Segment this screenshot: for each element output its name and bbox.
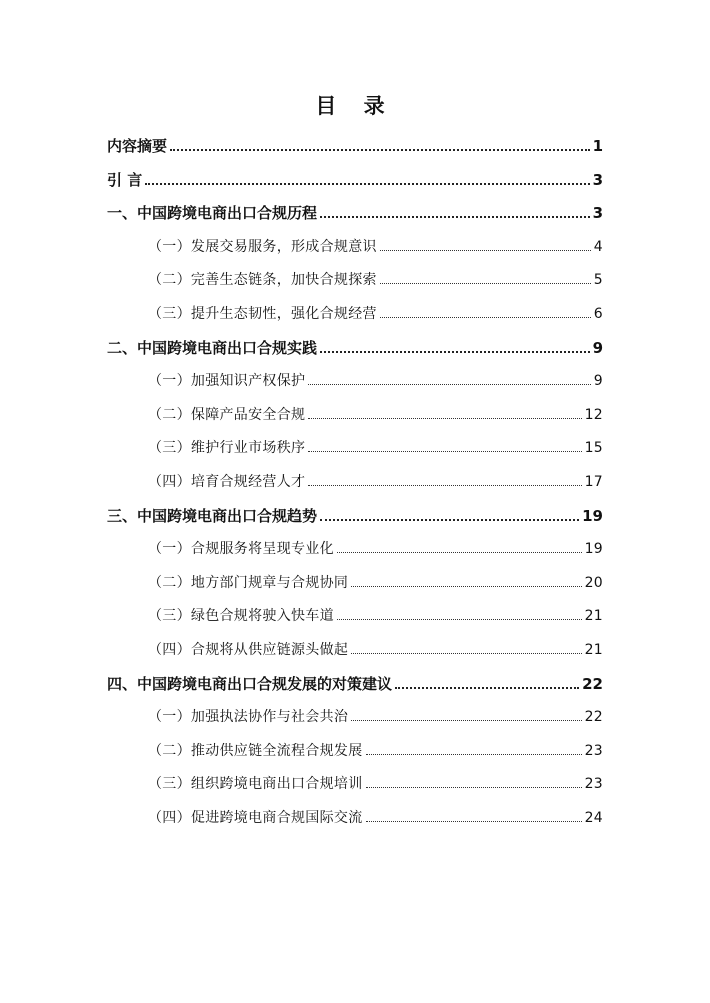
toc-entry-chapter-3[interactable] bbox=[107, 500, 603, 534]
toc-dot-leader bbox=[366, 774, 582, 788]
toc-entry-label: （二）地方部门规章与合规协同 bbox=[148, 574, 349, 591]
table-of-contents bbox=[107, 130, 603, 835]
toc-dot-leader bbox=[380, 237, 591, 251]
toc-entry-label: （三）组织跨境电商出口合规培训 bbox=[148, 776, 363, 793]
toc-entry-introduction[interactable] bbox=[107, 164, 603, 198]
toc-page-number: 22 bbox=[582, 674, 603, 693]
toc-dot-leader bbox=[395, 675, 579, 689]
toc-entry-section-2-4[interactable] bbox=[107, 466, 603, 500]
toc-page-number: 5 bbox=[593, 272, 603, 289]
toc-entry-section-3-4[interactable] bbox=[107, 634, 603, 668]
toc-entry-section-4-1[interactable] bbox=[107, 701, 603, 735]
toc-page-number: 20 bbox=[584, 574, 603, 591]
toc-dot-leader bbox=[337, 539, 582, 553]
toc-entry-label: （一）加强知识产权保护 bbox=[148, 373, 306, 390]
toc-dot-leader bbox=[320, 507, 579, 521]
toc-entry-label: （二）保障产品安全合规 bbox=[148, 406, 306, 423]
toc-entry-label: （四）合规将从供应链源头做起 bbox=[148, 641, 349, 658]
toc-page-number: 3 bbox=[592, 170, 603, 189]
toc-entry-section-3-2[interactable] bbox=[107, 567, 603, 601]
toc-page-number: 15 bbox=[584, 440, 603, 457]
toc-entry-section-3-1[interactable] bbox=[107, 533, 603, 567]
toc-dot-leader bbox=[145, 171, 589, 185]
toc-dot-leader bbox=[366, 741, 582, 755]
toc-entry-abstract[interactable] bbox=[107, 130, 603, 164]
toc-page-number: 21 bbox=[584, 641, 603, 658]
toc-entry-section-4-2[interactable] bbox=[107, 735, 603, 769]
toc-entry-section-4-4[interactable] bbox=[107, 802, 603, 836]
toc-dot-leader bbox=[351, 640, 581, 654]
toc-entry-section-1-3[interactable] bbox=[107, 298, 603, 332]
toc-entry-label: （四）促进跨境电商合规国际交流 bbox=[148, 809, 363, 826]
toc-entry-label: （一）加强执法协作与社会共治 bbox=[148, 709, 349, 726]
toc-entry-label: （一）发展交易服务，形成合规意识 bbox=[148, 238, 377, 255]
toc-dot-leader bbox=[308, 438, 581, 452]
toc-dot-leader bbox=[351, 707, 581, 721]
toc-page-number: 19 bbox=[584, 541, 603, 558]
toc-dot-leader bbox=[308, 371, 590, 385]
toc-page-number: 23 bbox=[584, 742, 603, 759]
toc-dot-leader bbox=[320, 339, 590, 353]
toc-page-number: 4 bbox=[593, 238, 603, 255]
toc-dot-leader bbox=[380, 270, 591, 284]
toc-page-number: 6 bbox=[593, 305, 603, 322]
toc-dot-leader bbox=[170, 137, 590, 151]
toc-entry-section-2-2[interactable] bbox=[107, 399, 603, 433]
toc-entry-section-1-2[interactable] bbox=[107, 264, 603, 298]
toc-entry-label: （二）推动供应链全流程合规发展 bbox=[148, 742, 363, 759]
toc-page-number: 19 bbox=[582, 506, 603, 525]
toc-entry-label: （三）维护行业市场秩序 bbox=[148, 440, 306, 457]
toc-entry-label: 三、中国跨境电商出口合规趋势 bbox=[107, 506, 318, 525]
toc-entry-section-2-3[interactable] bbox=[107, 432, 603, 466]
toc-entry-label: 引 言 bbox=[107, 170, 143, 189]
toc-page-number: 12 bbox=[584, 406, 603, 423]
toc-entry-label: 一、中国跨境电商出口合规历程 bbox=[107, 204, 318, 223]
toc-entry-section-4-3[interactable] bbox=[107, 768, 603, 802]
toc-page-number: 3 bbox=[592, 204, 603, 223]
toc-dot-leader bbox=[380, 304, 591, 318]
toc-entry-section-3-3[interactable] bbox=[107, 600, 603, 634]
toc-page-number: 24 bbox=[584, 809, 603, 826]
toc-entry-chapter-1[interactable] bbox=[107, 197, 603, 231]
toc-entry-label: （一）合规服务将呈现专业化 bbox=[148, 541, 334, 558]
toc-dot-leader bbox=[308, 405, 581, 419]
toc-page-number: 21 bbox=[584, 608, 603, 625]
toc-page-number: 1 bbox=[592, 137, 603, 155]
toc-page-number: 22 bbox=[584, 709, 603, 726]
toc-dot-leader bbox=[337, 606, 582, 620]
toc-dot-leader bbox=[366, 808, 582, 822]
toc-page-number: 9 bbox=[593, 373, 603, 390]
toc-dot-leader bbox=[351, 573, 581, 587]
toc-entry-label: 内容摘要 bbox=[107, 137, 168, 155]
toc-entry-label: （三）提升生态韧性，强化合规经营 bbox=[148, 305, 377, 322]
toc-entry-chapter-2[interactable] bbox=[107, 332, 603, 366]
toc-entry-label: （四）培育合规经营人才 bbox=[148, 473, 306, 490]
toc-page-number: 23 bbox=[584, 776, 603, 793]
toc-entry-label: 四、中国跨境电商出口合规发展的对策建议 bbox=[107, 674, 393, 693]
toc-entry-label: （三）绿色合规将驶入快车道 bbox=[148, 608, 334, 625]
toc-title: 目 录 bbox=[315, 94, 395, 118]
toc-entry-section-1-1[interactable] bbox=[107, 231, 603, 265]
toc-dot-leader bbox=[308, 472, 581, 486]
toc-entry-label: 二、中国跨境电商出口合规实践 bbox=[107, 338, 318, 357]
toc-entry-chapter-4[interactable] bbox=[107, 668, 603, 702]
toc-dot-leader bbox=[320, 204, 590, 218]
toc-page-number: 9 bbox=[592, 338, 603, 357]
toc-page-number: 17 bbox=[584, 473, 603, 490]
toc-entry-section-2-1[interactable] bbox=[107, 365, 603, 399]
toc-entry-label: （二）完善生态链条，加快合规探索 bbox=[148, 272, 377, 289]
